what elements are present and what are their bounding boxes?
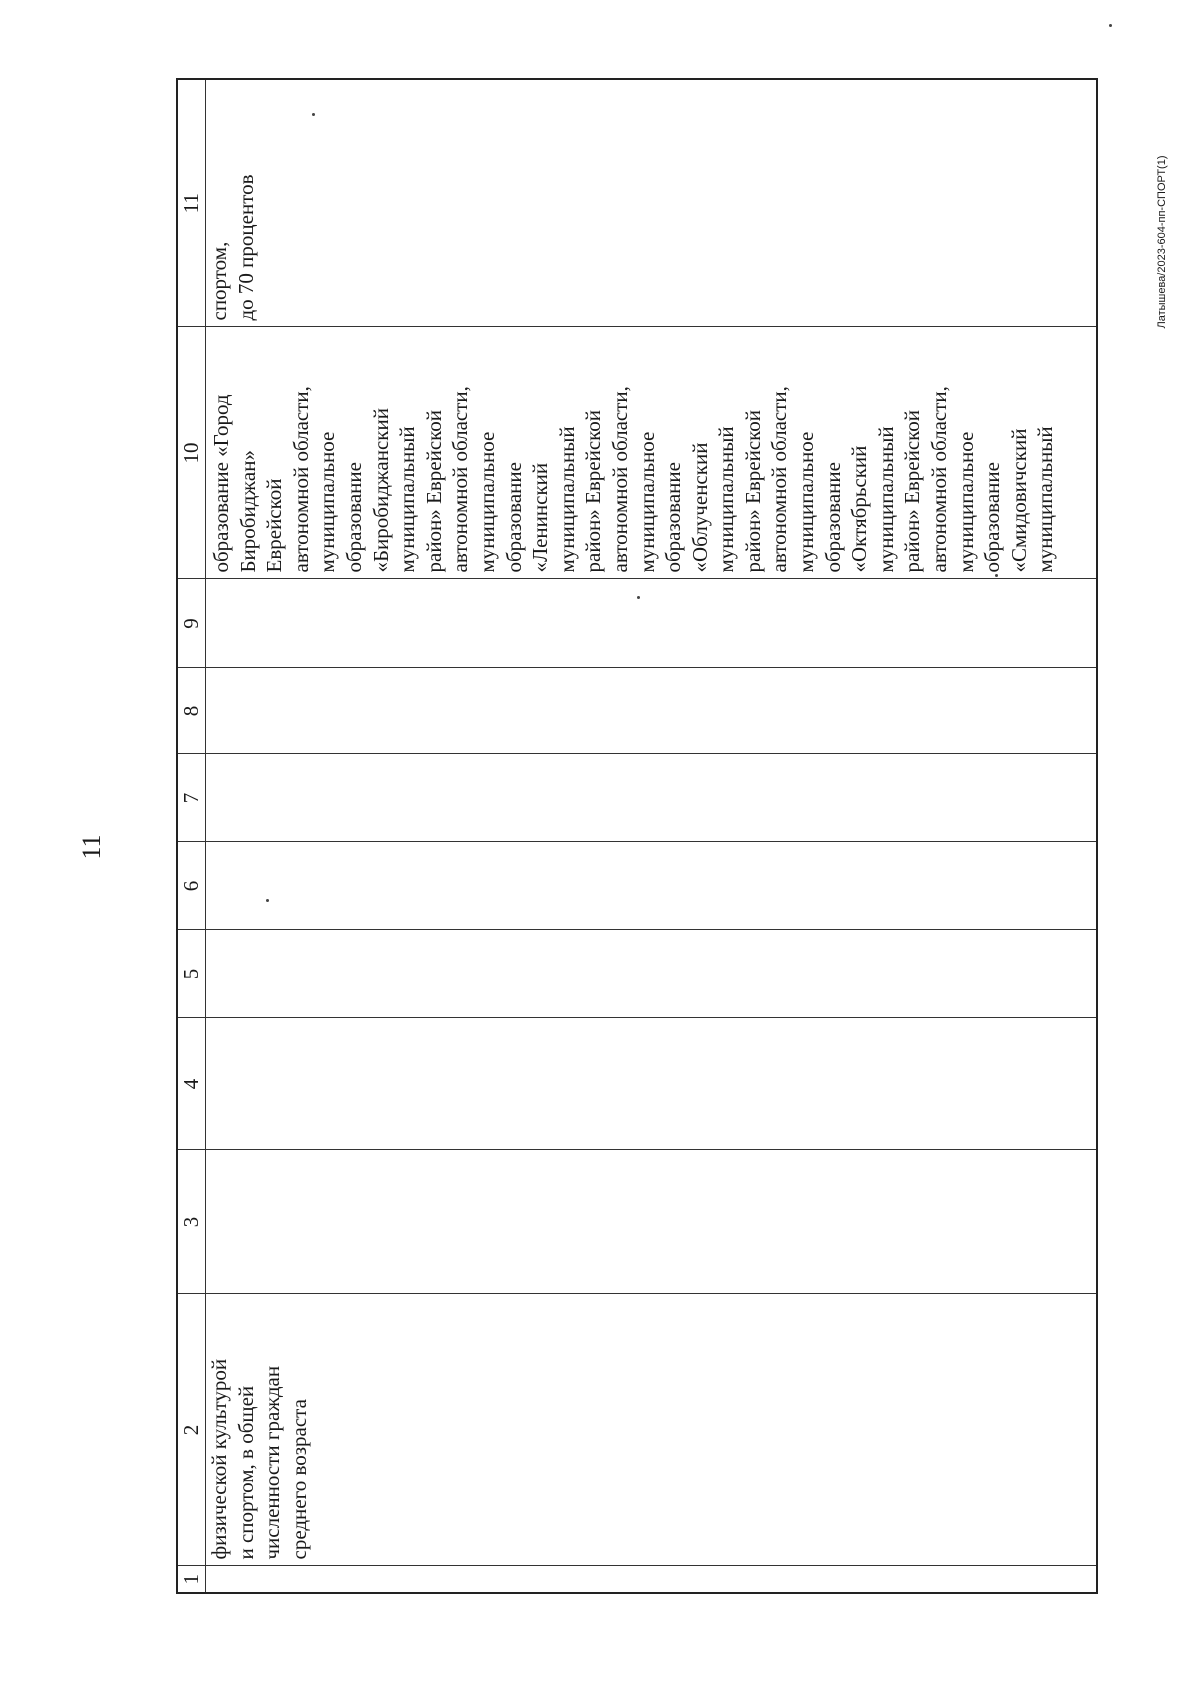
column-header-3: 3	[177, 1150, 206, 1294]
column-header-10: 10	[177, 327, 206, 579]
column-header-2: 2	[177, 1294, 206, 1566]
header-row	[177, 79, 206, 1593]
scan-speck	[995, 574, 998, 577]
column-header-11: 11	[177, 79, 206, 327]
scan-speck	[637, 596, 640, 599]
scan-speck	[312, 113, 315, 116]
column-header-8: 8	[177, 668, 206, 754]
column-header-1: 1	[177, 1566, 206, 1593]
column-header-5: 5	[177, 930, 206, 1018]
cell-col-5	[206, 930, 1098, 1018]
column-header-7: 7	[177, 754, 206, 842]
cell-target-text: спортом, до 70 процентов	[206, 79, 1098, 327]
cell-municipalities-text: образование «Город Биробиджан» Еврейской автономной области, муниципальное образование «Биробиджанский муниципальный район» Еврейской автономной области, муниципальное образование «Ленинский муниципальный район» Еврейской автономной области, муниципальное образование «Облученский муниципальный район» Еврейской автономной области, муниципальное образование «Октябрьский муниципальный район» Еврейской автономной области, муниципальное образование «Смидовичский муниципальный	[206, 327, 1098, 579]
table-row	[206, 79, 1098, 1593]
page-number: 11	[77, 834, 106, 860]
document-id: Латышева/2023-604-пп-СПОРТ(1)	[1156, 155, 1168, 329]
cell-col-3	[206, 1150, 1098, 1294]
column-header-9: 9	[177, 579, 206, 668]
cell-col-8	[206, 668, 1098, 754]
cell-col-4	[206, 1018, 1098, 1150]
cell-col-7	[206, 754, 1098, 842]
scan-speck	[1109, 24, 1112, 27]
column-header-6: 6	[177, 842, 206, 930]
data-table	[176, 78, 1098, 1594]
cell-indicator-text: физической культурой и спортом, в общей численности граждан среднего возраста	[206, 1294, 1098, 1566]
scan-speck	[266, 899, 269, 902]
column-header-4: 4	[177, 1018, 206, 1150]
cell-col-6	[206, 842, 1098, 930]
cell-col-1	[206, 1566, 1098, 1593]
cell-col-9	[206, 579, 1098, 668]
rotated-table	[176, 80, 1098, 1594]
